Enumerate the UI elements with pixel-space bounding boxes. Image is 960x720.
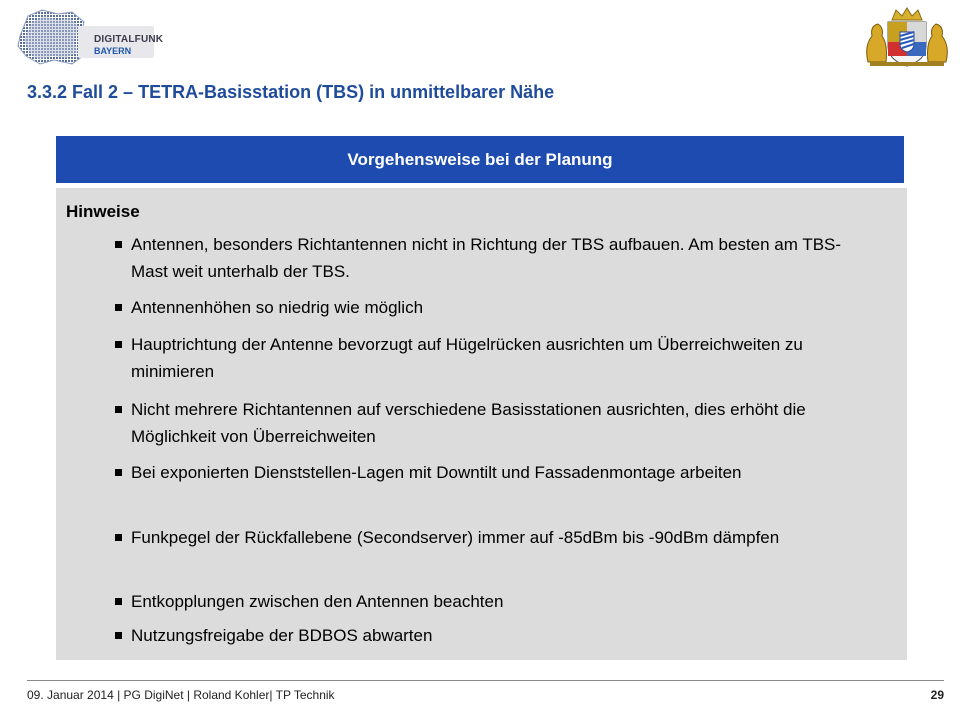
footer-divider <box>27 680 944 681</box>
bullet-square-icon <box>115 632 122 639</box>
list-item <box>115 622 855 649</box>
list-item-text: Funkpegel der Rückfallebene (Secondserver) immer auf -85dBm bis -90dBm dämpfen <box>131 528 780 547</box>
page-number: 29 <box>930 688 944 702</box>
bullet-square-icon <box>115 598 122 605</box>
list-item-text: Hauptrichtung der Antenne bevorzugt auf Hügelrücken ausrichten um Überreichweiten zu minimieren <box>131 335 803 381</box>
bavarian-coat-of-arms-icon <box>862 6 952 68</box>
bullet-square-icon <box>115 341 122 348</box>
page-title: 3.3.2 Fall 2 – TETRA-Basisstation (TBS) in unmittelbarer Nähe <box>27 82 555 102</box>
list-item-text: Antennen, besonders Richtantennen nicht in Richtung der TBS aufbauen. Am besten am TBS-Mast weit unterhalb der TBS. <box>131 235 842 281</box>
footer-info: 09. Januar 2014 | PG DigiNet | Roland Kohler| TP Technik <box>27 688 335 702</box>
logo-text-digitalfunk: DIGITALFUNK <box>94 34 164 45</box>
list-item <box>115 294 855 321</box>
bullet-square-icon <box>115 469 122 476</box>
list-item-text: Antennenhöhen so niedrig wie möglich <box>131 298 424 317</box>
list-item-text: Entkopplungen zwischen den Antennen beachten <box>131 592 504 611</box>
bullet-square-icon <box>115 406 122 413</box>
section-header-text: Vorgehensweise bei der Planung <box>347 149 613 169</box>
list-item <box>115 459 855 486</box>
list-item-text: Nicht mehrere Richtantennen auf verschiedene Basisstationen ausrichten, dies erhöht die Möglichkeit von Überreichweiten <box>131 400 806 446</box>
hinweise-heading: Hinweise <box>66 202 140 221</box>
section-header-bar <box>56 136 904 183</box>
digitalfunk-bayern-logo <box>14 6 164 68</box>
list-item <box>115 524 855 551</box>
bullet-square-icon <box>115 304 122 311</box>
logo-text-bayern: BAYERN <box>94 46 132 56</box>
content-box <box>56 188 907 660</box>
list-item-text: Bei exponierten Dienststellen-Lagen mit Downtilt und Fassadenmontage arbeiten <box>131 463 742 482</box>
bullet-square-icon <box>115 534 122 541</box>
bullet-square-icon <box>115 241 122 248</box>
list-item <box>115 231 855 285</box>
list-item <box>115 396 855 450</box>
list-item <box>115 331 855 385</box>
list-item-text: Nutzungsfreigabe der BDBOS abwarten <box>131 626 433 645</box>
list-item <box>115 588 855 615</box>
